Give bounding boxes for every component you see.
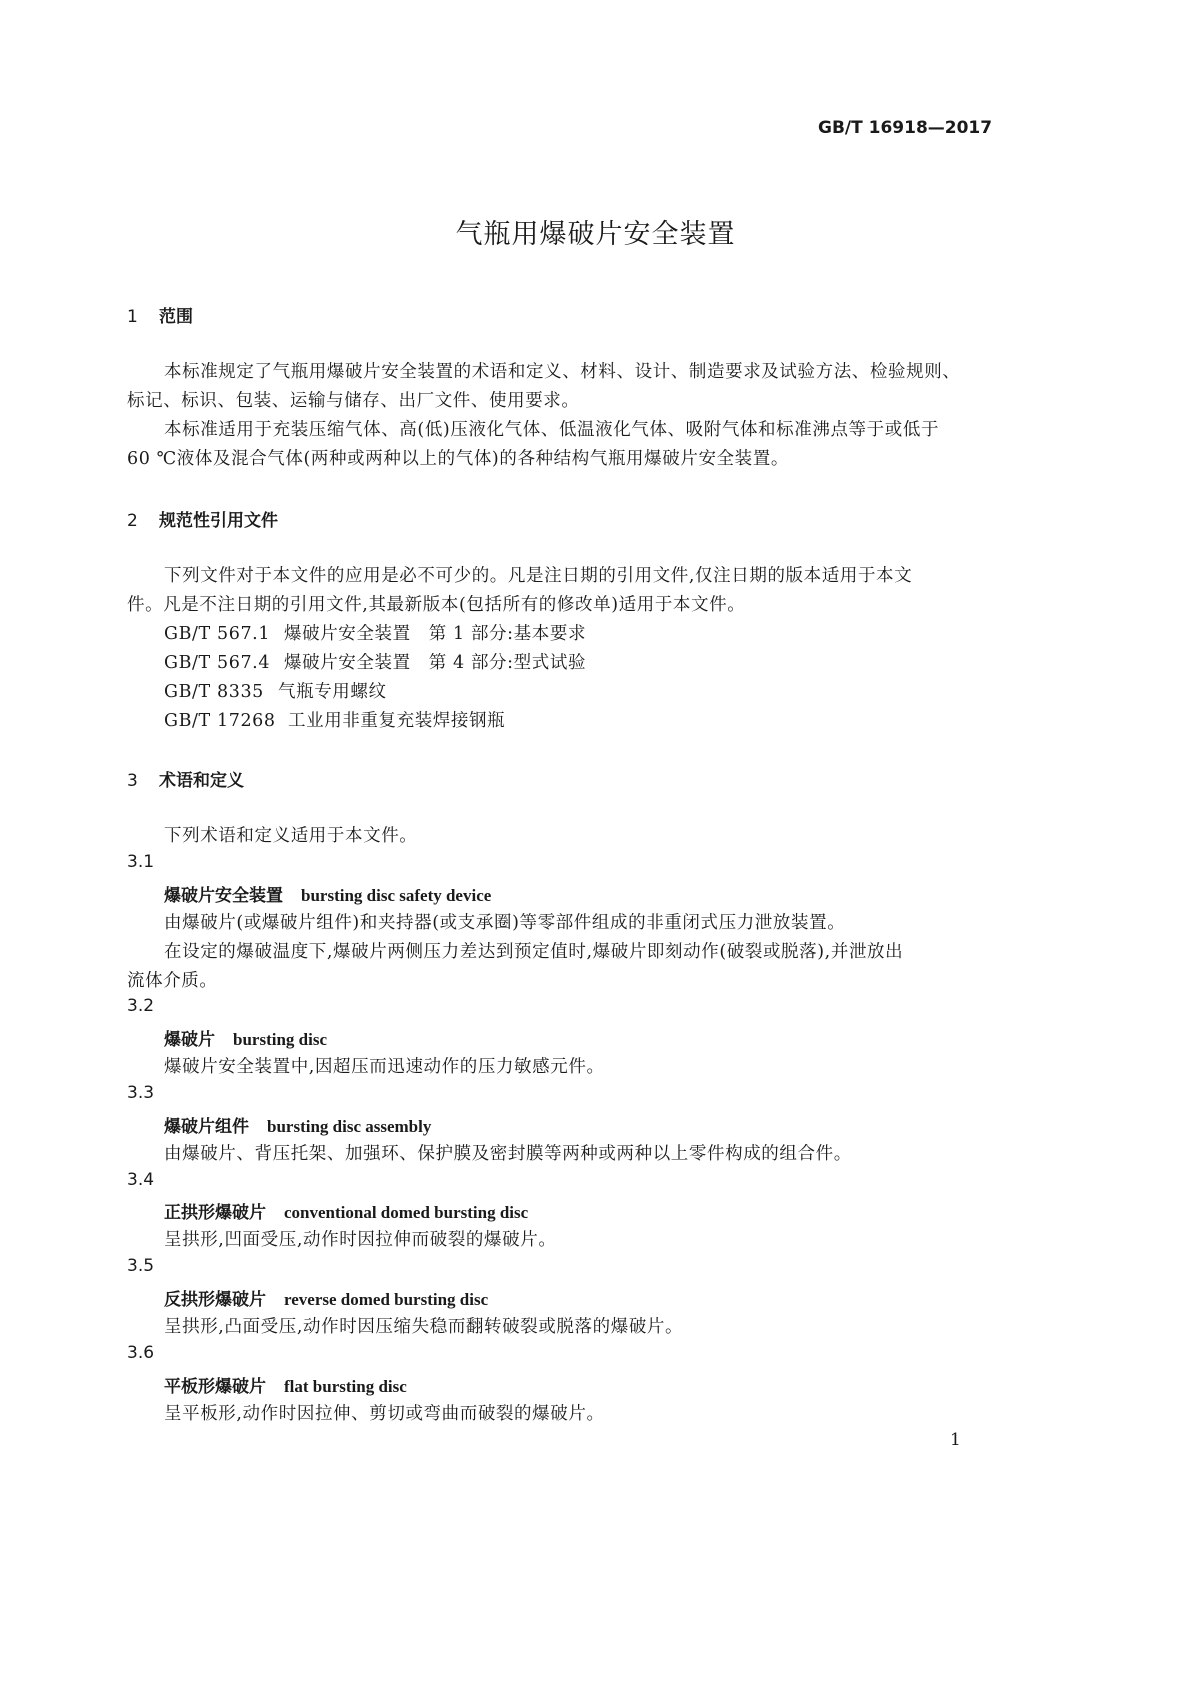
- scope-paragraph-2-line-1: 本标准适用于充装压缩气体、高(低)压液化气体、低温液化气体、吸附气体和标准沸点等于或低于: [164, 420, 940, 440]
- term-definition: 呈平板形,动作时因拉伸、剪切或弯曲而破裂的爆破片。: [164, 1404, 605, 1424]
- term-number: 3.1: [127, 852, 155, 872]
- term-definition: 呈拱形,凹面受压,动作时因拉伸而破裂的爆破片。: [164, 1230, 557, 1250]
- section-title: 规范性引用文件: [159, 511, 278, 531]
- term-entry: [164, 1198, 528, 1223]
- reference-item: [164, 707, 505, 732]
- term-definition: 由爆破片、背压托架、加强环、保护膜及密封膜等两种或两种以上零件构成的组合件。: [164, 1144, 852, 1164]
- section-heading-normative-references: [127, 506, 278, 531]
- term-definition: 爆破片安全装置中,因超压而迅速动作的压力敏感元件。: [164, 1057, 605, 1077]
- term-chinese: 正拱形爆破片: [164, 1203, 266, 1223]
- section-number: 1: [127, 307, 138, 327]
- term-number: 3.4: [127, 1170, 155, 1190]
- terms-intro: 下列术语和定义适用于本文件。: [164, 826, 418, 846]
- references-intro-line-1: 下列文件对于本文件的应用是必不可少的。凡是注日期的引用文件,仅注日期的版本适用于本文: [164, 566, 913, 586]
- term-number: 3.5: [127, 1256, 155, 1276]
- term-number: 3.6: [127, 1343, 155, 1363]
- term-english: flat bursting disc: [284, 1377, 407, 1396]
- page-number: 1: [950, 1430, 961, 1450]
- references-intro-line-2: 件。凡是不注日期的引用文件,其最新版本(包括所有的修改单)适用于本文件。: [127, 595, 746, 615]
- term-note-line-1: 在设定的爆破温度下,爆破片两侧压力差达到预定值时,爆破片即刻动作(破裂或脱落),并泄放出: [164, 942, 904, 962]
- reference-item: [164, 649, 586, 674]
- reference-code: GB/T 8335: [164, 682, 264, 702]
- reference-code: GB/T 567.1: [164, 624, 271, 644]
- scope-paragraph-1-line-2: 标记、标识、包装、运输与储存、出厂文件、使用要求。: [127, 391, 580, 411]
- document-title: 气瓶用爆破片安全装置: [455, 219, 736, 250]
- term-entry: [164, 1025, 327, 1050]
- term-number: 3.3: [127, 1083, 155, 1103]
- reference-title: 爆破片安全装置 第 1 部分:基本要求: [284, 624, 587, 644]
- term-definition: 由爆破片(或爆破片组件)和夹持器(或支承圈)等零部件组成的非重闭式压力泄放装置。: [164, 913, 846, 933]
- reference-item: [164, 620, 586, 645]
- term-entry: [164, 1112, 431, 1137]
- reference-title: 气瓶专用螺纹: [278, 682, 387, 702]
- term-english: reverse domed bursting disc: [284, 1290, 489, 1309]
- reference-title: 工业用非重复充装焊接钢瓶: [288, 711, 506, 731]
- term-entry: [164, 881, 491, 906]
- section-number: 2: [127, 511, 138, 531]
- term-chinese: 反拱形爆破片: [164, 1290, 266, 1310]
- term-chinese: 平板形爆破片: [164, 1377, 266, 1397]
- term-entry: [164, 1285, 488, 1310]
- term-definition: 呈拱形,凸面受压,动作时因压缩失稳而翻转破裂或脱落的爆破片。: [164, 1317, 684, 1337]
- term-note-line-2: 流体介质。: [127, 971, 218, 991]
- term-entry: [164, 1372, 407, 1397]
- term-number: 3.2: [127, 996, 155, 1016]
- term-chinese: 爆破片组件: [164, 1117, 249, 1137]
- term-english: bursting disc assembly: [267, 1117, 432, 1136]
- section-number: 3: [127, 771, 138, 791]
- term-english: conventional domed bursting disc: [284, 1203, 529, 1222]
- term-english: bursting disc safety device: [301, 886, 492, 905]
- section-heading-scope: [127, 302, 193, 327]
- section-title: 范围: [159, 307, 193, 327]
- reference-code: GB/T 567.4: [164, 653, 271, 673]
- reference-item: [164, 678, 387, 703]
- scope-paragraph-2-line-2: 60 ℃液体及混合气体(两种或两种以上的气体)的各种结构气瓶用爆破片安全装置。: [127, 449, 789, 469]
- reference-code: GB/T 17268: [164, 711, 276, 731]
- section-heading-terms-definitions: [127, 766, 244, 791]
- reference-title: 爆破片安全装置 第 4 部分:型式试验: [284, 653, 587, 673]
- term-english: bursting disc: [233, 1030, 327, 1049]
- section-title: 术语和定义: [159, 771, 244, 791]
- term-chinese: 爆破片安全装置: [164, 886, 283, 906]
- standard-code: GB/T 16918—2017: [818, 118, 993, 138]
- scope-paragraph-1-line-1: 本标准规定了气瓶用爆破片安全装置的术语和定义、材料、设计、制造要求及试验方法、检验规则、: [164, 362, 961, 382]
- term-chinese: 爆破片: [164, 1030, 215, 1050]
